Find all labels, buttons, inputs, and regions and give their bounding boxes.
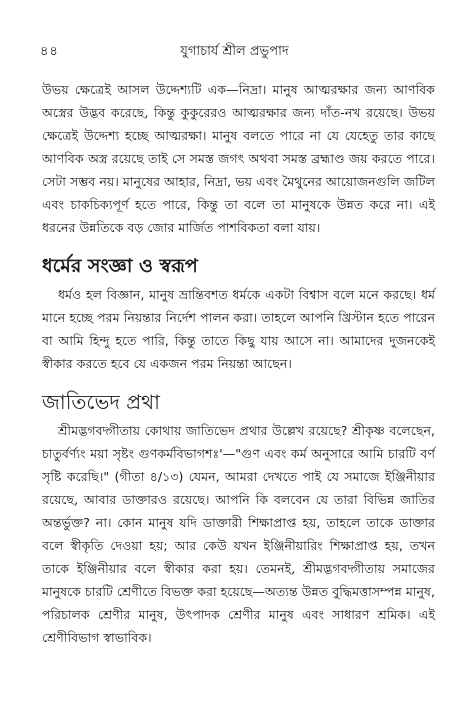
paragraph-intro: উভয় ক্ষেত্রেই আসল উদ্দেশ্যটি এক—নিদ্রা। মানুষ আত্মরক্ষার জন্য আণবিক অস্ত্রের উদ্ভব করেছে, কিন্তু কুকুরেরও আত্মরক্ষার জন্য দাঁত-নখ রয়েছে। উভয় ক্ষেত্রেই উদ্দেশ্য হচ্ছে আত্মরক্ষা। মানুষ বলতে পারে না যে যেহেতু তার কাছে আণবিক অস্ত্র রয়েছে তাই সে সমস্ত জগৎ অথবা সমস্ত ব্রহ্মাণ্ড জয় করতে পারে। সেটা সম্ভব নয়। মানুষের আহার, নিদ্রা, ভয় এবং মৈথুনের আয়োজনগুলি জটিল এবং চাকচিক্যপূর্ণ হতে পারে, কিন্তু তা বলে তা মানুষকে উন্নত করে না। এই ধরনের উন্নতিকে বড় জোর মার্জিত পাশবিকতা বলা যায়। — [42, 82, 435, 235]
page-header — [40, 40, 429, 62]
page-number: ৪৪ — [40, 44, 59, 59]
paragraph-religion: ধর্মও হল বিজ্ঞান, মানুষ ভ্রান্তিবশত ধর্মকে একটা বিশ্বাস বলে মনে করছে। ধর্ম মানে হচ্ছে পরম নিয়ন্তার নির্দেশ পালন করা। তাহলে আপনি খ্রিস্টান হতে পারেন বা আমি হিন্দু হতে পারি, কিন্তু তাতে কিছু যায় আসে না। আমাদের দুজনকেই স্বীকার করতে হবে যে একজন পরম নিয়ন্তা আছেন। — [42, 287, 435, 371]
paragraph-caste: শ্রীমদ্ভগবদ্গীতায় কোথায় জাতিভেদ প্রথার উল্লেখ রয়েছে? শ্রীকৃষ্ণ বলেছেন, চাতুর্বর্ণ্যং ময়া সৃষ্টং গুণকর্মবিভাগশঃ'—"গুণ এবং কর্ম অনুসারে আমি চারটি বর্ণ সৃষ্টি করেছি।" (গীতা ৪/১৩) যেমন, আমরা দেখতে পাই যে সমাজে ইঞ্জিনীয়ার রয়েছে, আবার ডাক্তারও রয়েছে। আপনি কি বলবেন যে তারা বিভিন্ন জাতির অন্তর্ভুক্ত? না। কোন মানুষ যদি ডাক্তারী শিক্ষাপ্রাপ্ত হয়, তাহলে তাকে ডাক্তার বলে স্বীকৃতি দেওয়া হয়; আর কেউ যখন ইঞ্জিনীয়ারিং শিক্ষাপ্রাপ্ত হয়, তখন তাকে ইঞ্জিনীয়ার বলে স্বীকার করা হয়। তেমনই, শ্রীমদ্ভগবদ্গীতায় সমাজের মানুষকে চারটি শ্রেণীতে বিভক্ত করা হয়েছে—অত্যন্ত উন্নত বুদ্ধিমত্তাসম্পন্ন মানুষ, পরিচালক শ্রেণীর মানুষ, উৎপাদক শ্রেণীর মানুষ এবং সাধারণ শ্রমিক। এই শ্রেণীবিভাগ স্বাভাবিক। — [42, 423, 435, 645]
section-heading-definition: ধর্মের সংজ্ঞা ও স্বরূপ — [42, 255, 198, 277]
section-heading-caste: জাতিভেদ প্রথা — [42, 390, 160, 414]
page-body — [42, 78, 435, 649]
running-title: যুগাচার্য শ্রীল প্রভুপাদ — [180, 44, 289, 59]
